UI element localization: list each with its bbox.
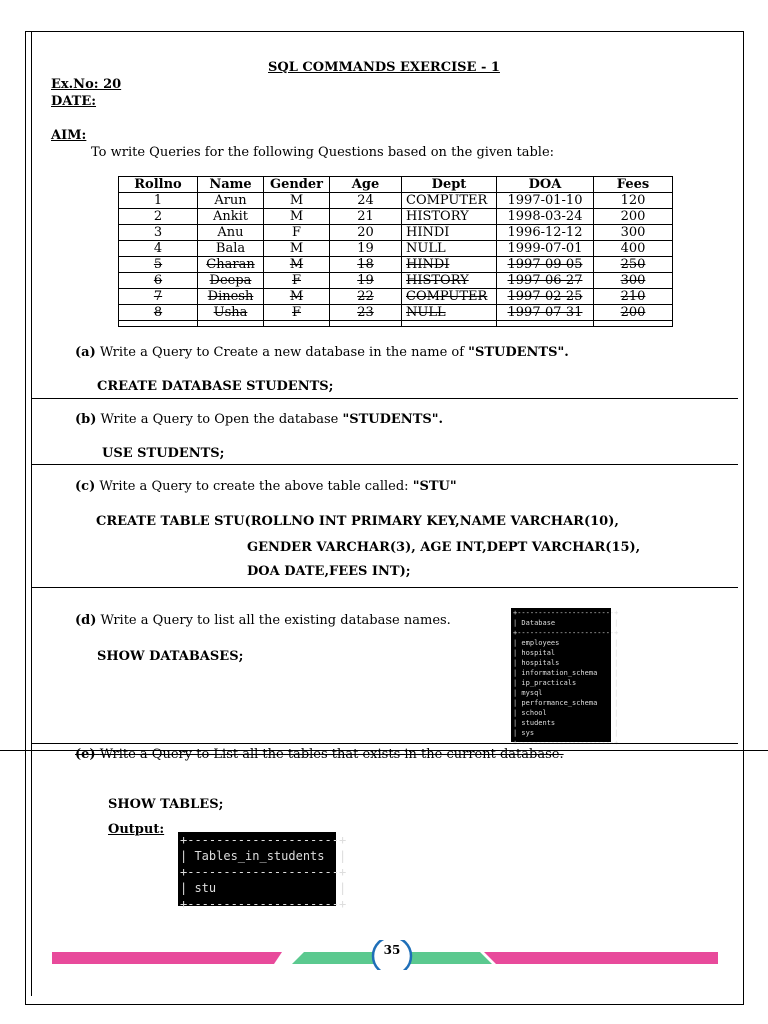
table-cell: 200 [594, 305, 673, 321]
table-cell: 1997-02-25 [497, 289, 594, 305]
table-row [119, 225, 673, 241]
table-header-row [119, 177, 673, 193]
table-cell: M [264, 241, 330, 257]
databases-terminal-text: +-----------------------+ | Database | +-----------------------+ | employees | | hospital | | hospitals | | information_schema | | ip_practicals | | mysql | | performance_schema | | school | | students | | sys | +-----------------------+ [513, 609, 619, 747]
table-cell: Bala [198, 241, 264, 257]
footer-green-bar-right [406, 952, 492, 964]
aim-text: To write Queries for the following Questions based on the given table: [91, 145, 555, 160]
question-b-label: (b) [75, 412, 97, 427]
divider [31, 464, 738, 465]
col-header: Age [330, 177, 402, 193]
col-header: DOA [497, 177, 594, 193]
table-row [119, 305, 673, 321]
table-cell: M [264, 209, 330, 225]
table-cell: 1 [119, 193, 198, 209]
table-cell: 8 [119, 305, 198, 321]
table-cell: 1997-07-31 [497, 305, 594, 321]
question-b-emph: "STUDENTS". [342, 412, 444, 427]
question-c [75, 479, 457, 494]
table-cell: 4 [119, 241, 198, 257]
table-cell: 1999-07-01 [497, 241, 594, 257]
question-e-label: (e) [75, 747, 96, 762]
page-number: 35 [383, 943, 401, 957]
table-cell: 7 [119, 289, 198, 305]
page-title: SQL COMMANDS EXERCISE - 1 [268, 60, 500, 75]
table-cell: 300 [594, 225, 673, 241]
table-cell: Ankit [198, 209, 264, 225]
answer-e: SHOW TABLES; [108, 797, 224, 812]
table-row [119, 241, 673, 257]
answer-c-line1: CREATE TABLE STU(ROLLNO INT PRIMARY KEY,NAME VARCHAR(10), [96, 514, 619, 529]
table-cell: NULL [402, 305, 497, 321]
question-c-text: Write a Query to create the above table called: [99, 479, 413, 494]
table-cell: Charan [198, 257, 264, 273]
table-cell [594, 321, 673, 327]
table-row [119, 257, 673, 273]
table-cell: 1998-03-24 [497, 209, 594, 225]
table-cell: 2 [119, 209, 198, 225]
col-header: Gender [264, 177, 330, 193]
output-label: Output: [108, 822, 165, 837]
table-cell: COMPUTER [402, 289, 497, 305]
table-cell: 1997-06-27 [497, 273, 594, 289]
footer-pink-bar-left [52, 952, 282, 964]
table-cell: 250 [594, 257, 673, 273]
table-cell: 1996-12-12 [497, 225, 594, 241]
table-cell: 24 [330, 193, 402, 209]
question-c-label: (c) [75, 479, 96, 494]
question-c-emph: "STU" [412, 479, 457, 494]
table-cell: 18 [330, 257, 402, 273]
tables-terminal-text: +---------------------+ | Tables_in_students | +---------------------+ | stu | +---------------------+ [180, 833, 347, 911]
table-cell: 200 [594, 209, 673, 225]
table-cell: 3 [119, 225, 198, 241]
table-cell: M [264, 289, 330, 305]
table-cell: 1997-01-10 [497, 193, 594, 209]
answer-d: SHOW DATABASES; [97, 649, 244, 664]
col-header: Name [198, 177, 264, 193]
answer-b: USE STUDENTS; [102, 446, 225, 461]
answer-a: CREATE DATABASE STUDENTS; [97, 379, 334, 394]
table-row [119, 193, 673, 209]
table-row [119, 289, 673, 305]
aim-label: AIM: [51, 128, 87, 143]
table-cell: NULL [402, 241, 497, 257]
table-cell: M [264, 257, 330, 273]
divider-overlap [0, 750, 768, 751]
answer-c-line2: GENDER VARCHAR(3), AGE INT,DEPT VARCHAR(15), [247, 540, 641, 555]
table-cell: 21 [330, 209, 402, 225]
table-cell: HINDI [402, 257, 497, 273]
table-cell: Deepa [198, 273, 264, 289]
table-cell: Arun [198, 193, 264, 209]
table-cell: F [264, 273, 330, 289]
table-cell [330, 321, 402, 327]
students-table [118, 176, 673, 327]
tables-terminal-output [178, 832, 347, 911]
table-cell: 5 [119, 257, 198, 273]
table-cell: Dinesh [198, 289, 264, 305]
table-cell: 400 [594, 241, 673, 257]
table-cell: 120 [594, 193, 673, 209]
date-label: DATE: [51, 94, 97, 109]
table-cell: 19 [330, 241, 402, 257]
table-cell: 20 [330, 225, 402, 241]
footer-pink-bar-right [484, 952, 718, 964]
table-cell: 300 [594, 273, 673, 289]
table-row [119, 273, 673, 289]
question-d-label: (d) [75, 613, 97, 628]
table-cell: 22 [330, 289, 402, 305]
question-e-text: Write a Query to List all the tables that exists in the current database. [99, 747, 564, 762]
table-cell [119, 321, 198, 327]
table-cell: COMPUTER [402, 193, 497, 209]
exercise-number: Ex.No: 20 [51, 77, 122, 92]
col-header: Fees [594, 177, 673, 193]
table-cell [198, 321, 264, 327]
divider [31, 587, 738, 588]
question-d [75, 613, 451, 628]
col-header: Dept [402, 177, 497, 193]
table-cell: 23 [330, 305, 402, 321]
databases-terminal-output [511, 608, 619, 747]
table-cell: F [264, 305, 330, 321]
divider [31, 743, 738, 744]
table-cell: 6 [119, 273, 198, 289]
table-cell: HISTORY [402, 273, 497, 289]
question-a-emph: "STUDENTS". [468, 345, 569, 360]
table-cell: 19 [330, 273, 402, 289]
table-row-empty [119, 321, 673, 327]
table-cell: HINDI [402, 225, 497, 241]
divider [31, 398, 738, 399]
question-b [75, 412, 443, 427]
footer-green-bar-left [292, 952, 378, 964]
question-a-text: Write a Query to Create a new database in the name of [99, 345, 469, 360]
table-cell [402, 321, 497, 327]
question-a-label: (a) [75, 345, 96, 360]
col-header: Rollno [119, 177, 198, 193]
table-cell: 210 [594, 289, 673, 305]
table-row [119, 209, 673, 225]
table-cell: 1997-09-05 [497, 257, 594, 273]
question-b-text: Write a Query to Open the database [100, 412, 343, 427]
table-cell: F [264, 225, 330, 241]
answer-c-line3: DOA DATE,FEES INT); [247, 564, 411, 579]
table-cell: Usha [198, 305, 264, 321]
question-a [75, 345, 569, 360]
question-d-text: Write a Query to list all the existing database names. [100, 613, 451, 628]
table-cell: Anu [198, 225, 264, 241]
table-cell: M [264, 193, 330, 209]
table-cell: HISTORY [402, 209, 497, 225]
table-cell [264, 321, 330, 327]
table-cell [497, 321, 594, 327]
